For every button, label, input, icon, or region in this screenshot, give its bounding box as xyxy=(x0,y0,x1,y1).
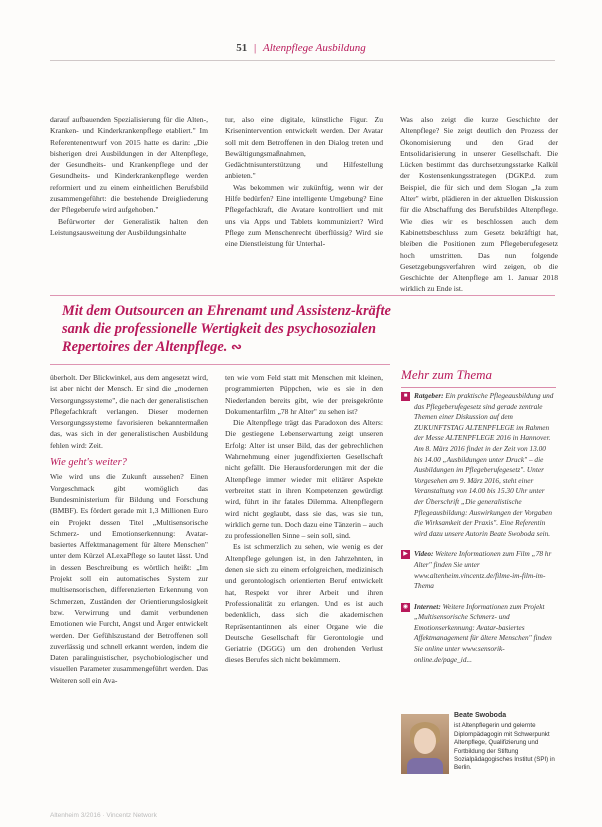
paragraph: Es ist schmerzlich zu sehen, wie wenig es der Altenpflege gelungen ist, in den Jahrzehnten, in denen sie sich zu einem erfolgreichen, medizinisch und gerontologisch orientierten Beruf entwickelt hat, Respekt vor ihrer Arbeit und ihren Professionalität zu erlangen. Und es ist auch bedenklich, dass sich die akademischen Repräsentantinnen als einer Organe wie die Deutsche Gesellschaft für Gerontologie und Geriatrie (DGGG) um den drohenden Verlust dieses Berufes sich nicht bekümmern. xyxy=(225,542,383,665)
paragraph: Wie wird uns die Zukunft aussehen? Einen Vorgeschmack gibt womöglich das Bundesministerium für Bildung und Forschung (BMBF). Es fördert gerade mit 1,3 Millionen Euro ein Projekt dessen Titel „Multisensorische Schmerz- und Emotionserkennung: Avatar-basiertes Affektmanagement für ältere Menschen" unter dem Kürzel ALexaPflege so lautet lässt. Und in dessen Beschreibung es wörtlich heißt: „Im Projekt soll ein automatisches System zur multisensorischen, differenzierten Erkennung von Schmerzen, Zuständen der Orientierungslosigkeit bzw. Verwirrung und damit verbundenen Emotionen wie Furcht, Angst und Ärger entwickelt werden. Der Gefühlszustand der Betroffenen soll zuverlässig und schnell erkannt werden, indem die Daten paralinguistischer, psychobiologischer und visuellen Parameter zusammengeführt werden. Das Weiteren soll ein Ava- xyxy=(50,472,208,685)
page-number: 51 xyxy=(236,42,248,54)
book-icon: ■ xyxy=(401,392,410,401)
sidebar-title: Mehr zum Thema xyxy=(401,367,492,382)
paragraph: Die Altenpflege trägt das Paradoxon des Alters: Die gestiegene Lebenserwartung zeigt unseren Erfolg: Alter ist unser Bild, das der gebrechlichen Wahrnehmung einer jugendfixierten Gesellschaft nicht gefällt. Die Herausforderungen mit der die Altenpflege immer wieder mit elitärer Aspekte verbreitet statt in ihren Kompetenzen gewürdigt wird, führt in ihr fatales Dilemma. Altenpflegern wird nicht geglaubt, dass sie das, was sie tun, wirklich gerne tun. Doch dazu eine Tänzerin – auch zu professionellen Sinne – sein soll, sind. xyxy=(225,418,383,541)
header-separator: | xyxy=(254,42,257,54)
column-3-top xyxy=(400,114,558,295)
column-2-top xyxy=(225,114,383,250)
pullquote-text: Mit dem Outsourcen an Ehrenamt und Assistenz-kräfte sank die professionelle Wertigkeit des psychosozialen Repertoires der Altenpflege. xyxy=(62,303,391,355)
author-bio: ist Altenpflegerin und gelernte Diplompädagogin mit Schwerpunkt Altenpflege, Qualifizierung und Fortbildung der Stiftung Sozialpädagogisches Institut (SPI) in Berlin. xyxy=(454,722,555,772)
section-title: Altenpflege Ausbildung xyxy=(262,42,366,54)
author-photo xyxy=(401,714,449,774)
pullquote xyxy=(62,303,402,357)
sidebar-item xyxy=(401,602,556,666)
pullquote-rule-top xyxy=(50,295,555,296)
paragraph: Was bekommen wir zukünftig, wenn wir der Hilfe bedürfen? Eine intelligente Umgebung? Eine Pflegefachkraft, die Avatare kontrolliert und mit uns via Apps und Tablets kommuniziert? Wird Pflege zum Menschenrecht überflüssig? Wird sie eine Dienstleistung für Unterhal- xyxy=(225,182,383,249)
sidebar-rule xyxy=(401,387,556,388)
header-rule xyxy=(50,60,555,61)
item-label: Internet: xyxy=(414,601,441,611)
video-icon: ▶ xyxy=(401,550,410,559)
column-1-bottom xyxy=(50,372,208,686)
subheading: Wie geht's weiter? xyxy=(50,457,127,469)
item-text: Ein praktische Pflegeausbildung und das Pflegeberufegesetz sind gerade zentrale Themen einer Diskussion auf dem ZUKUNFTSTAG ALTENPFLEGE im Rahmen der Messe ALTENPFLEGE 2016 in Hannover. Am 8. März 2016 findet in der Zeit von 13.00 bis 14.00 „Ausbildungen unter Druck" – die Ausbildungen im Pflegeberufegesetz". Unter Vorgesehen am 9. März 2016, steht einer Veranstaltung von 14.00 bis 15.30 Uhr unter der Überschrift „Die generalistische Pflegeausbildung: Auswirkungen der Vorgaben die Wirksamkeit der Praxis". Eine Referentin wird dazu unsere Autorin Beate Swoboda sein. xyxy=(414,391,554,538)
item-label: Ratgeber: xyxy=(414,391,444,400)
running-header xyxy=(0,42,602,54)
footer: Altenheim 3/2016 · Vincentz Network xyxy=(50,812,157,819)
pullquote-rule-bottom xyxy=(50,364,390,365)
paragraph: darauf aufbauenden Spezialisierung für die Alten-, Kranken- und Kinderkrankenpflege etabliert." Im Referentenentwurf von 2015 hatte es darin: „Die bisherigen drei Ausbildungen in der Altenpflege, der Gesundheits- und Krankenpflege und der Gesundheits- und Kinderkrankenpflege werden reformiert und zu einem einheitlichen Berufsbild zusammengeführt: die bestehende Dreigliederung der Pflegeberufe wird aufgehoben." xyxy=(50,115,208,215)
author-name: Beate Swoboda xyxy=(454,712,507,719)
sidebar xyxy=(401,391,556,675)
ornament-icon: ∾ xyxy=(230,339,242,354)
column-1-top xyxy=(50,114,208,238)
paragraph: überholt. Der Blickwinkel, aus dem angesetzt wird, ist aber nicht der Mensch. Er sind die „modernen Versorgungssysteme", die nach der generalistischen Pflegefachkraft verlangen. Dieser modernen Versorgungssysteme favorisieren bekanntermaßen das, was sich in der generalistischen Ausbildung fehlen wird: Zeit. xyxy=(50,373,208,450)
column-2-bottom xyxy=(225,372,383,666)
sidebar-item xyxy=(401,549,556,591)
item-text[interactable]: Weitere Informationen zum Film „78 hr Alter" finden Sie unter www.altenheim.vincentz.de/filme-im-film-im-Thema xyxy=(414,549,552,591)
paragraph: Befürworter der Generalistik halten den Leistungsausweitung der Ausbildungsinhalte xyxy=(50,216,208,237)
author-box xyxy=(401,712,556,776)
paragraph: Was also zeigt die kurze Geschichte der Altenpflege? Sie zeigt deutlich den Prozess der Ökonomisierung und den Grad der Entsolidarisierung in unserer Gesellschaft. Die Lücken bestimmt das durchsetzungsstarke Kalkül der Kostensenkungsstrategen (DGKP.d. zum Beispiel, die für sich und dem Slogan „Ja zum Alter" wirbt, plädieren in der aktuellen Diskussion für die Abschaffung des Berufsbildes Altenpflege. Wie dies wir es beschlossen auch dem Kabinettsbeschluss zum Gesetz bekräftigt hat, bleiben die Positionen zum Pflegeberufegesetz hoch umstritten. Das nun folgende Gesetzgebungsverfahren wird zeigen, ob die Geschichte der Altenpflege am 1. Januar 2018 wirklich zu Ende ist. xyxy=(400,115,558,294)
sidebar-item xyxy=(401,391,556,539)
paragraph: ten wie vom Feld statt mit Menschen mit kleinen, programmierten Püppchen, wie es sie in den Niederlanden bereits gibt, wie der preisgekrönte Dokumentarfilm „78 hr Alter" zu sehen ist? xyxy=(225,373,383,416)
item-label: Video: xyxy=(414,549,434,559)
paragraph: tur, also eine digitale, künstliche Figur. Zu Krisenintervention entwickelt werden. Der Avatar soll mit dem Betroffenen in den Dialog treten und Bewältigungsmaßnahmen, Gedächtnisunterstützung und Hilfestellung anbieten." xyxy=(225,115,383,181)
item-text[interactable]: Weitere Informationen zum Projekt „Multisensorische Schmerz- und Emotionserkennung: Avatar-basiertes Affektmanagement für ältere Menschen" finden Sie online unter www.sensorik-online.de/page_id... xyxy=(414,601,552,664)
globe-icon: ◉ xyxy=(402,603,409,610)
